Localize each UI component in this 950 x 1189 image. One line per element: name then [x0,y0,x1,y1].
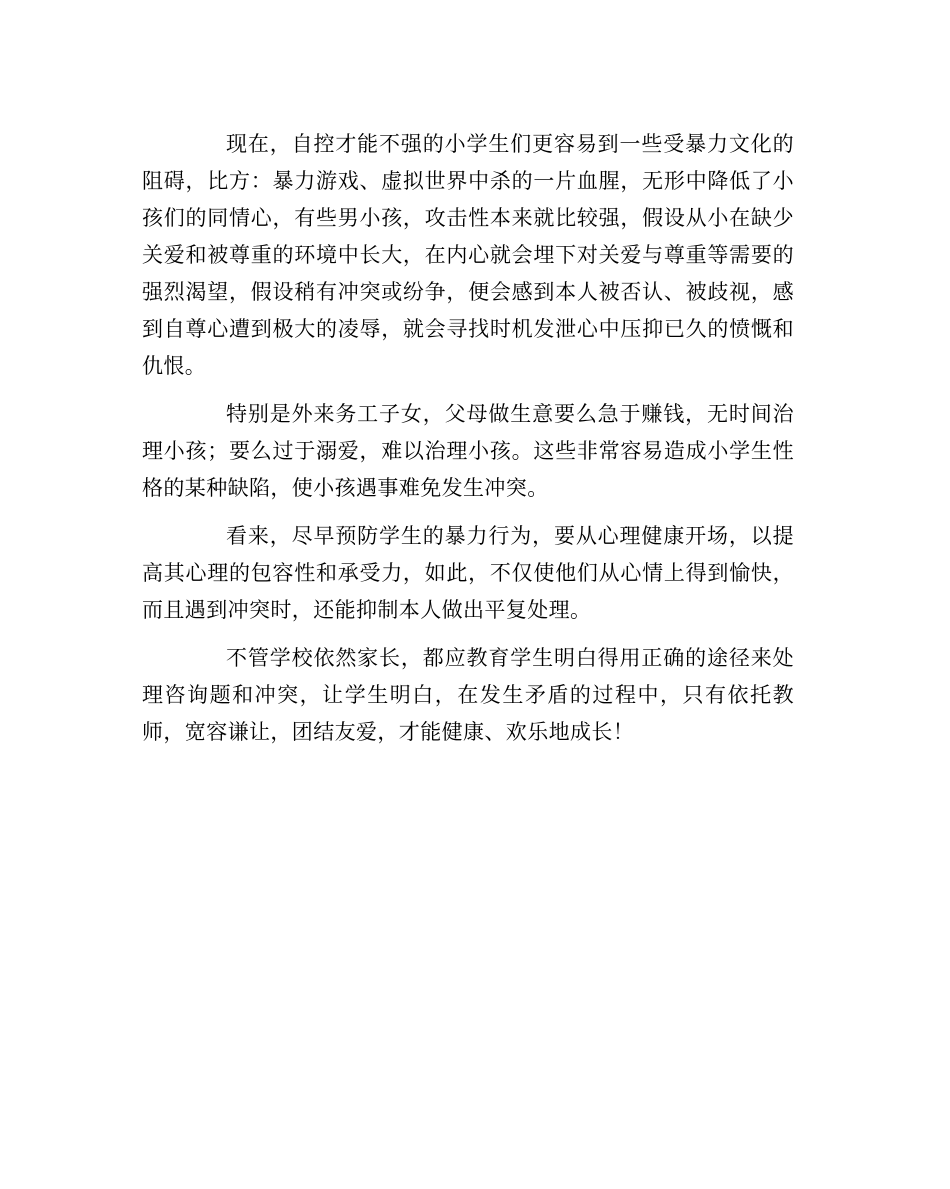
paragraph-1: 现在，自控才能不强的小学生们更容易到一些受暴力文化的阻碍，比方：暴力游戏、虚拟世界中杀的一片血腥，无形中降低了小孩们的同情心，有些男小孩，攻击性本来就比较强，假设从小在缺少关爱和被尊重的环境中长大，在内心就会埋下对关爱与尊重等需要的强烈渴望，假设稍有冲突或纷争，便会感到本人被否认、被歧视，感到自尊心遭到极大的凌辱，就会寻找时机发泄心中压抑已久的愤慨和仇恨。 [142,132,794,378]
paragraph-3: 看来，尽早预防学生的暴力行为，要从心理健康开场，以提高其心理的包容性和承受力，如此，不仅使他们从心情上得到愉快，而且遇到冲突时，还能抑制本人做出平复处理。 [142,524,794,622]
paragraph-4: 不管学校依然家长，都应教育学生明白得用正确的途径来处理咨询题和冲突，让学生明白，在发生矛盾的过程中，只有依托教师，宽容谦让，团结友爱，才能健康、欢乐地成长！ [142,646,794,744]
document-body [142,126,794,762]
paragraph-2: 特别是外来务工子女，父母做生意要么急于赚钱，无时间治理小孩；要么过于溺爱，难以治理小孩。这些非常容易造成小学生性格的某种缺陷，使小孩遇事难免发生冲突。 [142,402,794,500]
